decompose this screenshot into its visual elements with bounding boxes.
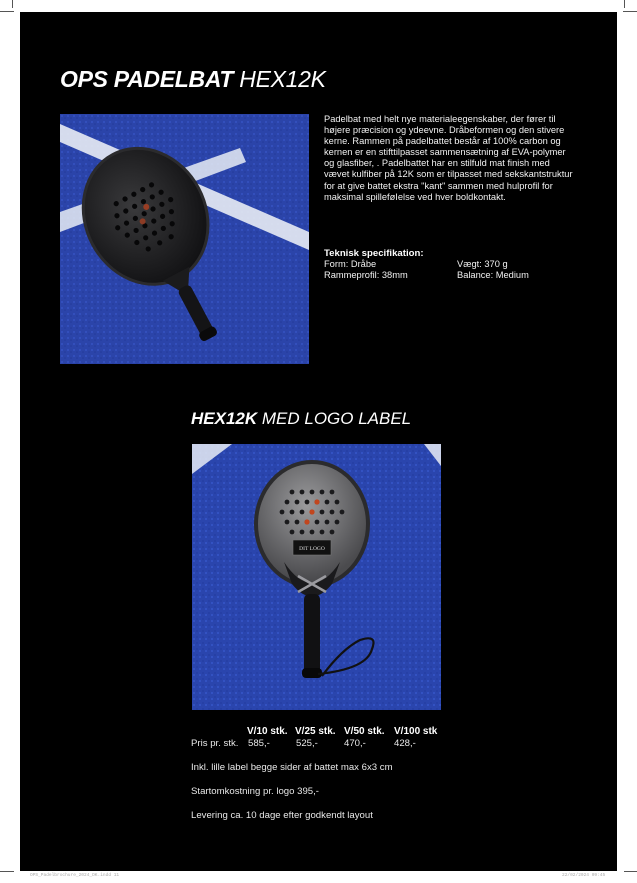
- delivery-note: Levering ca. 10 dage efter godkendt layout: [191, 810, 373, 821]
- crop-mark: [624, 871, 637, 872]
- price-value-10: 585,-: [248, 738, 270, 749]
- price-header-50: V/50 stk.: [344, 726, 385, 737]
- racket-court-illustration: [60, 114, 309, 364]
- price-value-25: 525,-: [296, 738, 318, 749]
- racket-logo-illustration: [192, 444, 441, 710]
- price-header-10: V/10 stk.: [247, 726, 288, 737]
- spec-frame: Rammeprofil: 38mm: [324, 270, 408, 280]
- price-value-100: 428,-: [394, 738, 416, 749]
- price-header-25: V/25 stk.: [295, 726, 336, 737]
- spec-form: Form: Dråbe: [324, 259, 377, 269]
- padel-racket-logo-photo: [192, 444, 441, 710]
- product-title: OPS PADELBAT HEX12K: [60, 66, 326, 92]
- price-header-100: V/100 stk: [394, 726, 438, 737]
- spec-balance: Balance: Medium: [457, 270, 529, 280]
- spec-heading: Teknisk specifikation:: [324, 248, 424, 259]
- padel-racket-photo: [60, 114, 309, 364]
- crop-mark: [0, 11, 14, 12]
- price-row-label: Pris pr. stk.: [191, 738, 239, 749]
- brochure-page: [20, 12, 617, 871]
- spec-weight: Vægt: 370 g: [457, 259, 508, 269]
- price-value-50: 470,-: [344, 738, 366, 749]
- start-cost-note: Startomkostning pr. logo 395,-: [191, 786, 319, 797]
- logo-label: DIT LOGO: [299, 546, 325, 552]
- crop-mark: [624, 0, 625, 8]
- print-slug-right: 22/02/2024 09:45: [562, 873, 606, 878]
- label-info-note: Inkl. lille label begge sider af battet max 6x3 cm: [191, 762, 393, 773]
- crop-mark: [0, 871, 14, 872]
- crop-mark: [12, 0, 13, 8]
- crop-mark: [623, 11, 637, 12]
- product-description: Padelbat med helt nye materialeegenskaber, der fører til højere præcision og ydeevne. Dråbeformen og den stivere kerne. Rammen på padelbattet består af 100% carbon og kernen er en stifttilpasset sammensætning af EVA-polymer og glasfiber, . Padelbattet har en stilfuld mat finish med vævet kulfiber på 12K som er tilpasset med sekskantstruktur for at give battet ekstra "kant" sammen med hulprofil for maksimal spilleføIelse ved hver boldkontakt.: [324, 114, 573, 202]
- print-slug-left: OPS_Padelbrochure_2024_DK.indd 11: [30, 873, 120, 878]
- logo-section-title: HEX12K MED LOGO LABEL: [191, 409, 412, 428]
